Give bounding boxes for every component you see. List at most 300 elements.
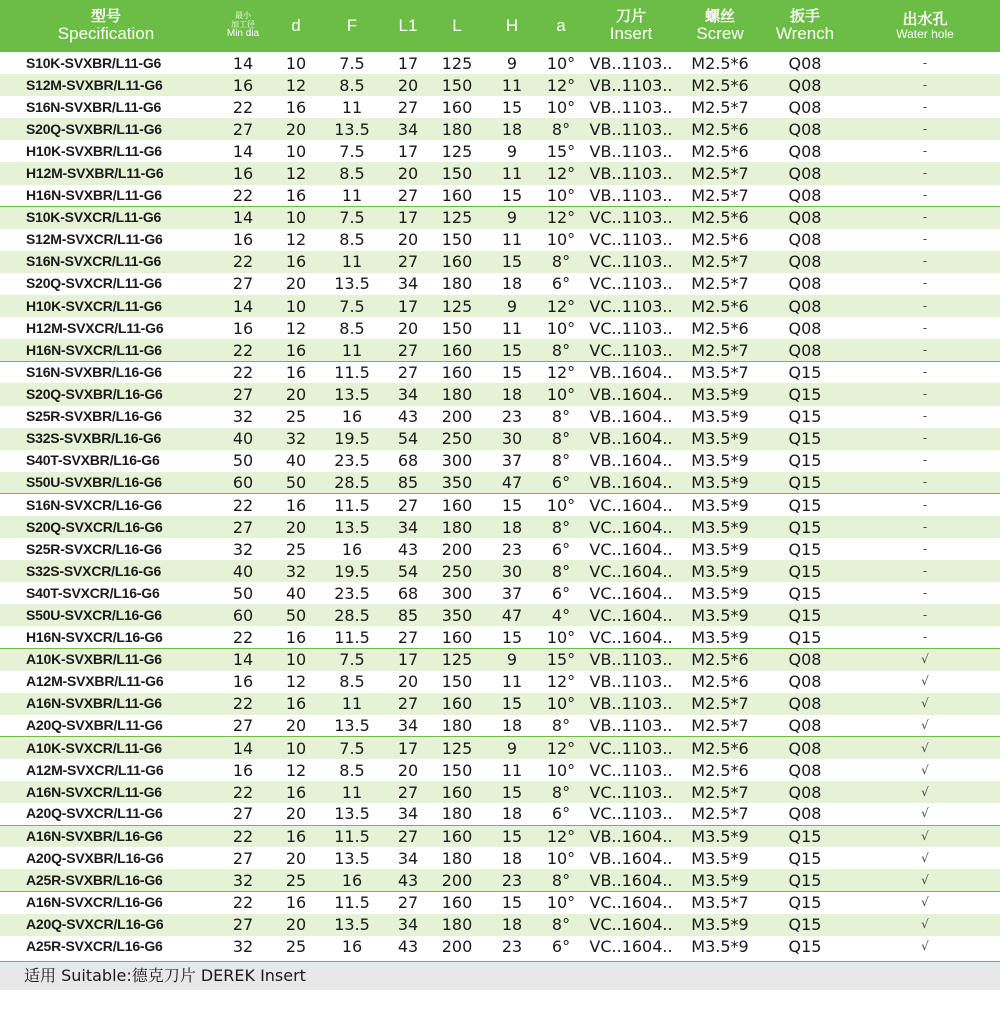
cell-L1: 27 <box>397 694 419 714</box>
header-water-hole <box>850 0 1000 52</box>
cell-d: 12 <box>285 164 307 184</box>
table-row <box>0 494 1000 516</box>
cell-insert: VC..1604.. <box>589 915 673 935</box>
cell-water-hole: √ <box>850 825 1000 847</box>
cell-water-hole: - <box>922 629 928 644</box>
cell-a: 15° <box>546 141 576 161</box>
cell-min-dia: 40 <box>232 429 254 449</box>
cell-F: 7.5 <box>339 296 365 316</box>
cell-insert: VC..1604.. <box>589 605 673 625</box>
cell-min-dia: 50 <box>232 583 254 603</box>
cell-min-dia: 16 <box>232 230 254 250</box>
cell-d: 32 <box>285 561 307 581</box>
cell-a: 10° <box>546 760 576 780</box>
table-row <box>0 140 1000 162</box>
cell-wrench: Q15 <box>788 627 822 647</box>
cell-L1: 34 <box>397 119 419 139</box>
cell-F: 23.5 <box>334 451 370 471</box>
cell-F: 19.5 <box>334 561 370 581</box>
cell-d: 16 <box>274 494 318 516</box>
cell-d: 12 <box>285 318 307 338</box>
cell-F: 11 <box>341 185 363 205</box>
cell-min-dia: 14 <box>232 296 254 316</box>
cell-spec: S16N-SVXCR/L11-G6 <box>26 253 162 270</box>
cell-insert: VB..1103.. <box>589 672 673 692</box>
cell-min-dia: 32 <box>232 407 254 427</box>
cell-L: 150 <box>441 164 473 184</box>
cell-wrench: Q08 <box>788 141 822 161</box>
cell-insert: VC..1604.. <box>589 517 673 537</box>
header-specification <box>0 0 212 52</box>
cell-a: 6° <box>551 583 571 603</box>
cell-wrench: Q15 <box>760 892 850 914</box>
cell-min-dia: 22 <box>232 97 254 117</box>
table-row <box>0 538 1000 560</box>
cell-screw: M2.5*6 <box>691 760 749 780</box>
cell-insert: VC..1103.. <box>589 230 673 250</box>
cell-H: 11 <box>501 760 523 780</box>
cell-a: 8° <box>551 340 571 360</box>
cell-H: 15 <box>501 185 523 205</box>
cell-a: 12° <box>540 825 582 847</box>
header-screw-en: Screw <box>696 23 744 43</box>
cell-F: 19.5 <box>334 429 370 449</box>
cell-H: 15 <box>484 892 540 914</box>
cell-screw: M2.5*7 <box>691 716 749 736</box>
cell-a: 12° <box>540 361 582 383</box>
cell-min-dia: 50 <box>232 451 254 471</box>
cell-d: 16 <box>285 252 307 272</box>
cell-d: 10 <box>274 207 318 229</box>
cell-water-hole: - <box>922 99 928 114</box>
cell-min-dia: 27 <box>232 384 254 404</box>
cell-screw: M2.5*7 <box>691 804 749 824</box>
cell-screw: M3.5*9 <box>691 583 749 603</box>
cell-screw: M2.5*7 <box>691 97 749 117</box>
cell-L: 200 <box>441 407 473 427</box>
cell-F: 7.5 <box>318 737 386 759</box>
cell-L: 300 <box>441 583 473 603</box>
cell-screw: M2.5*6 <box>680 207 760 229</box>
cell-L1: 27 <box>386 494 430 516</box>
cell-wrench: Q08 <box>788 119 822 139</box>
cell-F: 7.5 <box>339 141 365 161</box>
cell-water-hole: - <box>850 207 1000 229</box>
cell-d: 50 <box>285 473 307 493</box>
cell-L1: 43 <box>397 870 419 890</box>
cell-wrench: Q08 <box>788 185 822 205</box>
cell-L: 250 <box>441 429 473 449</box>
cell-L: 200 <box>441 870 473 890</box>
cell-water-hole: - <box>922 55 928 70</box>
cell-L: 160 <box>441 694 473 714</box>
table-row <box>0 450 1000 472</box>
cell-L: 150 <box>441 672 473 692</box>
cell-d: 25 <box>285 407 307 427</box>
cell-min-dia: 14 <box>212 737 274 759</box>
cell-F: 8.5 <box>339 760 365 780</box>
cell-d: 16 <box>274 892 318 914</box>
cell-d: 32 <box>285 429 307 449</box>
table-header <box>0 0 1000 52</box>
cell-F: 16 <box>341 539 363 559</box>
cell-insert: VB..1103.. <box>582 649 680 671</box>
cell-spec: S32S-SVXBR/L16-G6 <box>26 430 162 447</box>
table-row <box>0 96 1000 118</box>
cell-spec: A16N-SVXCR/L11-G6 <box>26 783 162 800</box>
cell-min-dia: 22 <box>212 892 274 914</box>
table-row <box>0 737 1000 759</box>
cell-L: 200 <box>441 937 473 957</box>
cell-spec: A16N-SVXCR/L16-G6 <box>0 892 212 914</box>
cell-min-dia: 27 <box>232 848 254 868</box>
header-H-label: H <box>505 16 519 36</box>
cell-spec: A20Q-SVXCR/L16-G6 <box>26 916 164 933</box>
table-row <box>0 383 1000 405</box>
cell-wrench: Q15 <box>788 605 822 625</box>
cell-L: 160 <box>441 782 473 802</box>
cell-L: 350 <box>441 473 473 493</box>
cell-L: 160 <box>441 185 473 205</box>
cell-wrench: Q08 <box>788 716 822 736</box>
cell-a: 6° <box>551 804 571 824</box>
header-mindia-en: Min dia <box>226 28 260 40</box>
cell-F: 13.5 <box>334 804 370 824</box>
cell-F: 16 <box>341 937 363 957</box>
cell-d: 20 <box>285 804 307 824</box>
cell-L: 180 <box>441 517 473 537</box>
cell-spec: S12M-SVXCR/L11-G6 <box>26 231 163 248</box>
cell-L1: 68 <box>397 583 419 603</box>
cell-H: 11 <box>501 672 523 692</box>
cell-water-hole: - <box>922 166 928 181</box>
cell-d: 16 <box>285 185 307 205</box>
cell-water-hole: √ <box>921 939 929 954</box>
cell-F: 11 <box>341 340 363 360</box>
cell-d: 25 <box>285 539 307 559</box>
cell-screw: M3.5*9 <box>680 494 760 516</box>
cell-water-hole: - <box>922 143 928 158</box>
cell-F: 11.5 <box>334 627 370 647</box>
cell-a: 4° <box>551 605 571 625</box>
table-row <box>0 361 1000 383</box>
cell-L: 180 <box>441 384 473 404</box>
cell-L1: 27 <box>386 892 430 914</box>
cell-wrench: Q08 <box>788 97 822 117</box>
cell-insert: VB..1604.. <box>589 384 673 404</box>
cell-spec: S12M-SVXBR/L11-G6 <box>26 76 163 93</box>
cell-spec: S16N-SVXCR/L16-G6 <box>0 494 212 516</box>
table-row <box>0 185 1000 207</box>
table-row <box>0 914 1000 936</box>
cell-spec: H16N-SVXCR/L11-G6 <box>26 341 162 358</box>
header-screw-cn: 螺丝 <box>704 7 735 26</box>
cell-spec: A12M-SVXCR/L11-G6 <box>26 761 164 778</box>
cell-water-hole: √ <box>921 718 929 733</box>
cell-spec: H16N-SVXBR/L11-G6 <box>26 186 162 203</box>
cell-L1: 85 <box>397 473 419 493</box>
table-row <box>0 825 1000 847</box>
cell-spec: S20Q-SVXBR/L11-G6 <box>26 120 162 137</box>
cell-spec: H10K-SVXCR/L11-G6 <box>26 297 162 314</box>
cell-F: 11.5 <box>318 825 386 847</box>
cell-insert: VC..1604.. <box>589 583 673 603</box>
cell-insert: VB..1103.. <box>589 694 673 714</box>
cell-min-dia: 22 <box>232 694 254 714</box>
cell-a: 8° <box>551 716 571 736</box>
cell-spec: S25R-SVXCR/L16-G6 <box>26 540 162 557</box>
cell-screw: M3.5*9 <box>691 517 749 537</box>
cell-H: 9 <box>484 737 540 759</box>
cell-wrench: Q08 <box>788 340 822 360</box>
cell-wrench: Q15 <box>788 870 822 890</box>
cell-L: 125 <box>430 207 484 229</box>
cell-L1: 20 <box>397 760 419 780</box>
cell-insert: VC..1103.. <box>589 252 673 272</box>
header-L1 <box>386 0 430 52</box>
cell-spec: S40T-SVXBR/L16-G6 <box>26 452 160 469</box>
cell-wrench: Q15 <box>788 848 822 868</box>
cell-insert: VC..1604.. <box>589 561 673 581</box>
cell-screw: M2.5*6 <box>680 649 760 671</box>
cell-H: 47 <box>501 605 523 625</box>
cell-screw: M3.5*9 <box>691 848 749 868</box>
cell-water-hole: √ <box>921 674 929 689</box>
cell-F: 28.5 <box>334 473 370 493</box>
cell-wrench: Q15 <box>788 517 822 537</box>
cell-d: 10 <box>285 141 307 161</box>
cell-a: 15° <box>540 649 582 671</box>
cell-spec: S16N-SVXBR/L11-G6 <box>26 98 162 115</box>
cell-d: 10 <box>274 649 318 671</box>
cell-L: 180 <box>441 915 473 935</box>
cell-wrench: Q08 <box>788 694 822 714</box>
cell-F: 16 <box>341 870 363 890</box>
cell-insert: VB..1604.. <box>589 451 673 471</box>
cell-wrench: Q15 <box>788 451 822 471</box>
table-row <box>0 295 1000 317</box>
cell-H: 23 <box>501 937 523 957</box>
header-L-label: L <box>452 16 462 36</box>
cell-screw: M2.5*6 <box>680 737 760 759</box>
header-H <box>484 0 540 52</box>
cell-screw: M2.5*7 <box>691 274 749 294</box>
cell-H: 11 <box>501 75 523 95</box>
cell-F: 11 <box>341 694 363 714</box>
cell-d: 20 <box>285 119 307 139</box>
header-a-label: a <box>556 16 566 36</box>
cell-min-dia: 22 <box>232 185 254 205</box>
cell-insert: VB..1604.. <box>582 361 680 383</box>
cell-L1: 27 <box>397 782 419 802</box>
cell-min-dia: 16 <box>232 760 254 780</box>
cell-H: 18 <box>501 384 523 404</box>
cell-a: 8° <box>551 782 571 802</box>
cell-L1: 54 <box>397 429 419 449</box>
cell-H: 9 <box>484 649 540 671</box>
cell-H: 23 <box>501 870 523 890</box>
cell-F: 8.5 <box>339 75 365 95</box>
cell-H: 30 <box>501 429 523 449</box>
cell-insert: VC..1103.. <box>589 318 673 338</box>
cell-d: 10 <box>285 296 307 316</box>
cell-L1: 27 <box>386 361 430 383</box>
cell-insert: VB..1604.. <box>589 407 673 427</box>
cell-spec: A25R-SVXCR/L16-G6 <box>26 938 163 955</box>
cell-spec: S50U-SVXCR/L16-G6 <box>26 606 162 623</box>
cell-L1: 20 <box>397 75 419 95</box>
cell-L: 160 <box>441 252 473 272</box>
cell-screw: M2.5*6 <box>691 230 749 250</box>
cell-water-hole: √ <box>850 737 1000 759</box>
cell-H: 18 <box>501 517 523 537</box>
cell-L1: 34 <box>397 517 419 537</box>
cell-d: 20 <box>285 274 307 294</box>
cell-F: 11 <box>341 782 363 802</box>
cell-wrench: Q15 <box>760 825 850 847</box>
cell-L: 160 <box>430 361 484 383</box>
cell-H: 47 <box>501 473 523 493</box>
cell-d: 12 <box>285 760 307 780</box>
table-row <box>0 781 1000 803</box>
cell-insert: VB..1604.. <box>589 473 673 493</box>
cell-spec: H16N-SVXCR/L16-G6 <box>26 628 163 645</box>
cell-wrench: Q08 <box>788 318 822 338</box>
header-screw <box>680 0 760 52</box>
cell-insert: VB..1103.. <box>589 97 673 117</box>
cell-d: 25 <box>285 937 307 957</box>
cell-min-dia: 16 <box>232 672 254 692</box>
cell-screw: M2.5*6 <box>691 672 749 692</box>
cell-screw: M3.5*9 <box>691 429 749 449</box>
cell-d: 20 <box>285 716 307 736</box>
cell-d: 40 <box>285 583 307 603</box>
cell-spec: H12M-SVXBR/L11-G6 <box>26 165 164 182</box>
cell-spec: A10K-SVXBR/L11-G6 <box>0 649 212 671</box>
header-spec-cn: 型号 <box>90 7 121 26</box>
cell-spec: S10K-SVXBR/L11-G6 <box>26 54 162 71</box>
table-row <box>0 803 1000 825</box>
cell-d: 12 <box>285 75 307 95</box>
cell-L: 300 <box>441 451 473 471</box>
cell-L1: 27 <box>397 627 419 647</box>
table-row <box>0 207 1000 229</box>
header-water-en: Water hole <box>896 26 954 41</box>
cell-min-dia: 27 <box>232 915 254 935</box>
cell-water-hole: √ <box>921 872 929 887</box>
cell-min-dia: 27 <box>232 119 254 139</box>
cell-F: 8.5 <box>339 164 365 184</box>
cell-d: 12 <box>285 672 307 692</box>
cell-min-dia: 22 <box>212 361 274 383</box>
cell-H: 11 <box>501 230 523 250</box>
table-row <box>0 869 1000 891</box>
cell-a: 10° <box>546 627 576 647</box>
cell-screw: M3.5*9 <box>691 870 749 890</box>
cell-L1: 34 <box>397 274 419 294</box>
cell-a: 10° <box>546 53 576 73</box>
cell-L: 125 <box>441 53 473 73</box>
cell-L1: 20 <box>397 318 419 338</box>
cell-spec: H12M-SVXCR/L11-G6 <box>26 319 164 336</box>
cell-water-hole: - <box>922 475 928 490</box>
cell-a: 8° <box>551 451 571 471</box>
cell-screw: M3.5*9 <box>691 937 749 957</box>
cell-wrench: Q08 <box>788 75 822 95</box>
table-row <box>0 52 1000 74</box>
cell-F: 13.5 <box>334 915 370 935</box>
cell-screw: M3.5*9 <box>680 825 760 847</box>
cell-F: 13.5 <box>334 517 370 537</box>
footer-note: 适用 Suitable:德克刀片 DEREK Insert <box>0 961 1000 990</box>
cell-H: 23 <box>501 407 523 427</box>
header-L1-label: L1 <box>398 16 418 36</box>
cell-screw: M2.5*6 <box>691 75 749 95</box>
header-F-label: F <box>346 16 358 36</box>
cell-H: 15 <box>484 825 540 847</box>
cell-screw: M3.5*7 <box>680 361 760 383</box>
cell-L: 125 <box>430 649 484 671</box>
cell-a: 12° <box>546 164 576 184</box>
cell-insert: VC..1103.. <box>589 340 673 360</box>
cell-wrench: Q08 <box>788 164 822 184</box>
cell-wrench: Q15 <box>788 561 822 581</box>
cell-insert: VB..1103.. <box>589 716 673 736</box>
cell-screw: M2.5*7 <box>691 782 749 802</box>
cell-screw: M2.5*6 <box>691 296 749 316</box>
table-row <box>0 604 1000 626</box>
cell-L: 180 <box>441 716 473 736</box>
cell-L1: 34 <box>397 384 419 404</box>
cell-d: 40 <box>285 451 307 471</box>
cell-H: 15 <box>501 627 523 647</box>
cell-d: 10 <box>274 737 318 759</box>
header-L <box>430 0 484 52</box>
cell-F: 11.5 <box>318 494 386 516</box>
cell-water-hole: - <box>922 121 928 136</box>
cell-F: 7.5 <box>318 649 386 671</box>
cell-d: 20 <box>285 915 307 935</box>
cell-a: 8° <box>551 517 571 537</box>
cell-L: 160 <box>430 494 484 516</box>
cell-insert: VB..1604.. <box>589 429 673 449</box>
cell-min-dia: 14 <box>232 53 254 73</box>
table-row <box>0 406 1000 428</box>
cell-a: 6° <box>551 274 571 294</box>
cell-screw: M3.5*9 <box>691 473 749 493</box>
cell-F: 11.5 <box>318 892 386 914</box>
cell-L: 350 <box>441 605 473 625</box>
cell-screw: M2.5*6 <box>691 318 749 338</box>
table-row <box>0 118 1000 140</box>
cell-L: 180 <box>441 804 473 824</box>
cell-spec: A16N-SVXBR/L11-G6 <box>26 695 162 712</box>
cell-wrench: Q08 <box>760 649 850 671</box>
cell-wrench: Q15 <box>788 473 822 493</box>
cell-insert: VB..1103.. <box>589 75 673 95</box>
cell-L1: 17 <box>386 649 430 671</box>
header-mindia-cn: 最小 加工径 <box>231 11 255 29</box>
cell-wrench: Q15 <box>788 915 822 935</box>
cell-screw: M3.5*9 <box>691 627 749 647</box>
table-row <box>0 936 1000 958</box>
cell-min-dia: 27 <box>232 716 254 736</box>
cell-a: 12° <box>540 207 582 229</box>
cell-wrench: Q15 <box>760 361 850 383</box>
cell-spec: A20Q-SVXBR/L16-G6 <box>26 849 164 866</box>
table-row <box>0 74 1000 96</box>
cell-water-hole: √ <box>921 784 929 799</box>
